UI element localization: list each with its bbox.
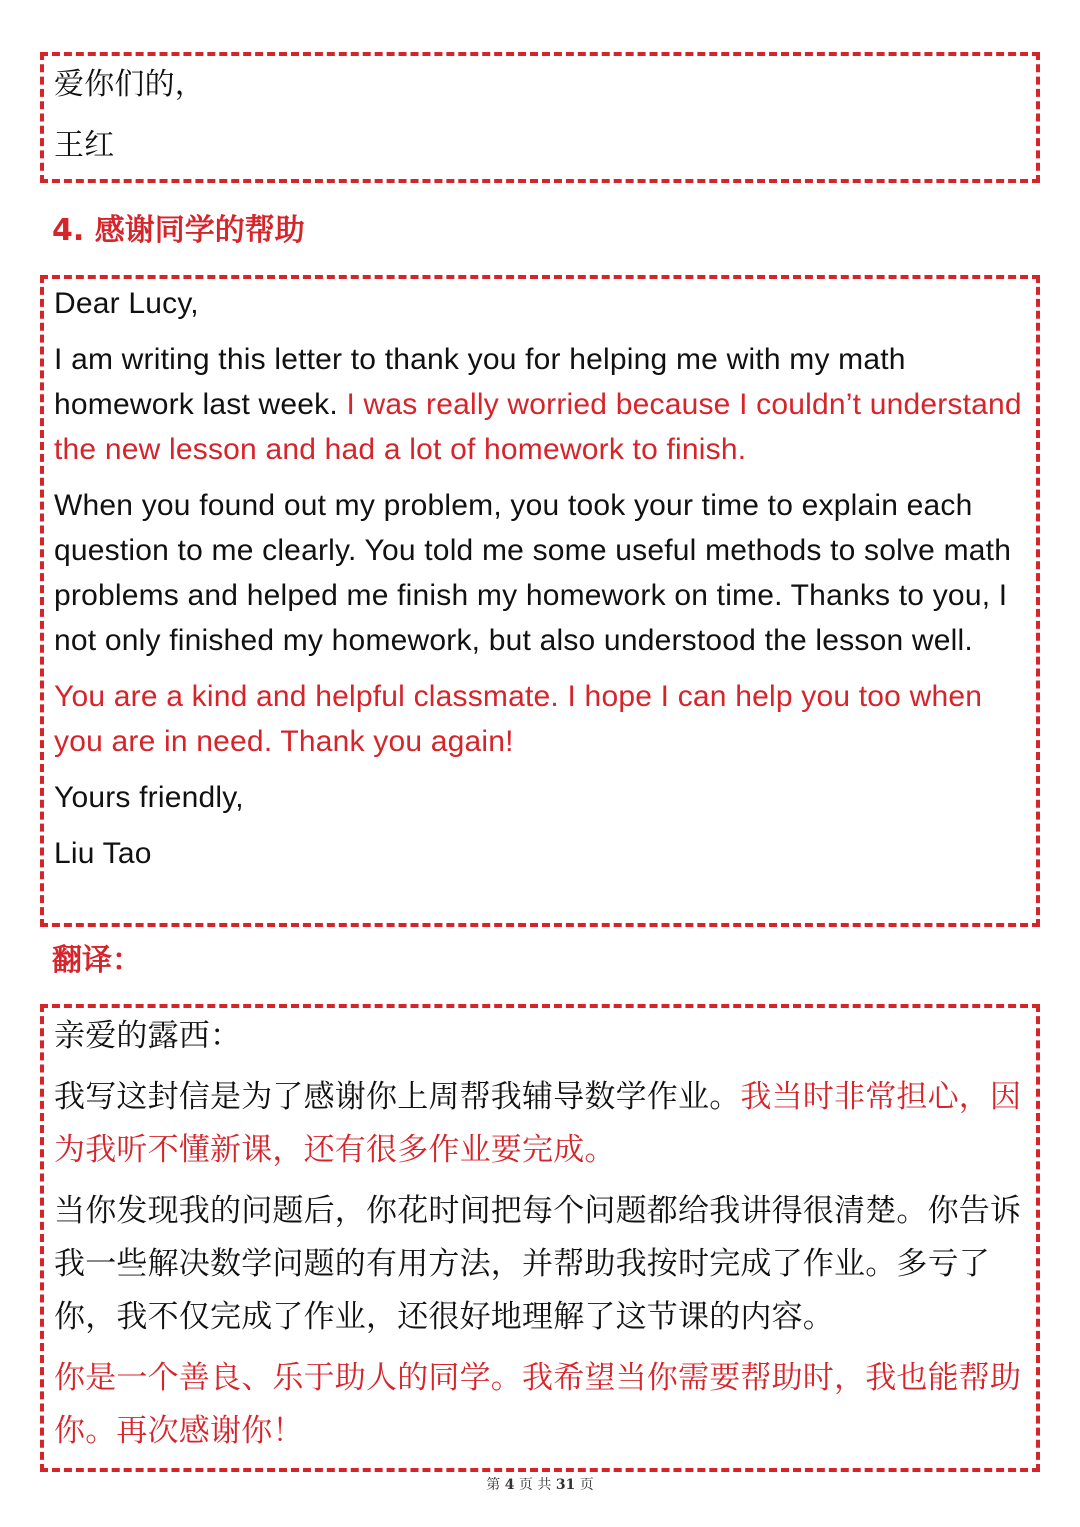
translation-heading: 翻译： [52,943,142,978]
paragraph-1-highlight: I was really worried because I couldn’t understand the new lesson and had a lot of homework to finish. [54,388,1022,466]
translation-p1-text: 我写这封信是为了感谢你上周帮我辅导数学作业。 [54,1079,741,1115]
letter-signature: Liu Tao [54,837,152,870]
signature-text: 王红 [54,128,115,163]
page-footer [0,1474,1080,1494]
translation-p1-highlight: 我当时非常担心，因为我听不懂新课，还有很多作业要完成。 [54,1079,1022,1168]
letter-greeting: Dear Lucy, [54,287,199,320]
letter-closing: Yours friendly, [54,781,244,814]
translation-box [40,1004,1040,1472]
footer-prefix: 第 [486,1477,501,1493]
section-heading: 4. 感谢同学的帮助 [52,213,305,248]
footer-page-number: 4 [504,1477,515,1493]
letter-paragraph-1 [54,337,1024,472]
translation-paragraph-2: 当你发现我的问题后，你花时间把每个问题都给我讲得很清楚。你告诉我一些解决数学问题的有用方法，并帮助我按时完成了作业。多亏了你，我不仅完成了作业，还很好地理解了这节课的内容。 [54,1193,1022,1335]
translation-paragraph-3: 你是一个善良、乐于助人的同学。我希望当你需要帮助时，我也能帮助你。再次感谢你！ [54,1360,1022,1449]
letter-box-previous [40,52,1040,183]
translation-greeting: 亲爱的露西： [54,1018,242,1054]
translation-paragraph-1 [54,1071,1024,1177]
footer-suffix: 页 [579,1477,594,1493]
closing-text: 爱你们的， [54,67,205,102]
letter-paragraph-2: When you found out my problem, you took your time to explain each question to me clearly. You told me some useful methods to solve math problems and helped me finish my homework on time. Thanks to you, I not only finished my homework, but also understood the lesson well. [54,489,1012,657]
footer-total-pages: 31 [555,1477,576,1493]
paragraph-1-text: I am writing this letter to thank you for helping me with my math homework last week. [54,343,906,421]
letter-box-english [40,275,1040,927]
footer-middle: 页 共 [518,1477,552,1493]
letter-paragraph-3: You are a kind and helpful classmate. I hope I can help you too when you are in need. Thank you again! [54,680,983,758]
